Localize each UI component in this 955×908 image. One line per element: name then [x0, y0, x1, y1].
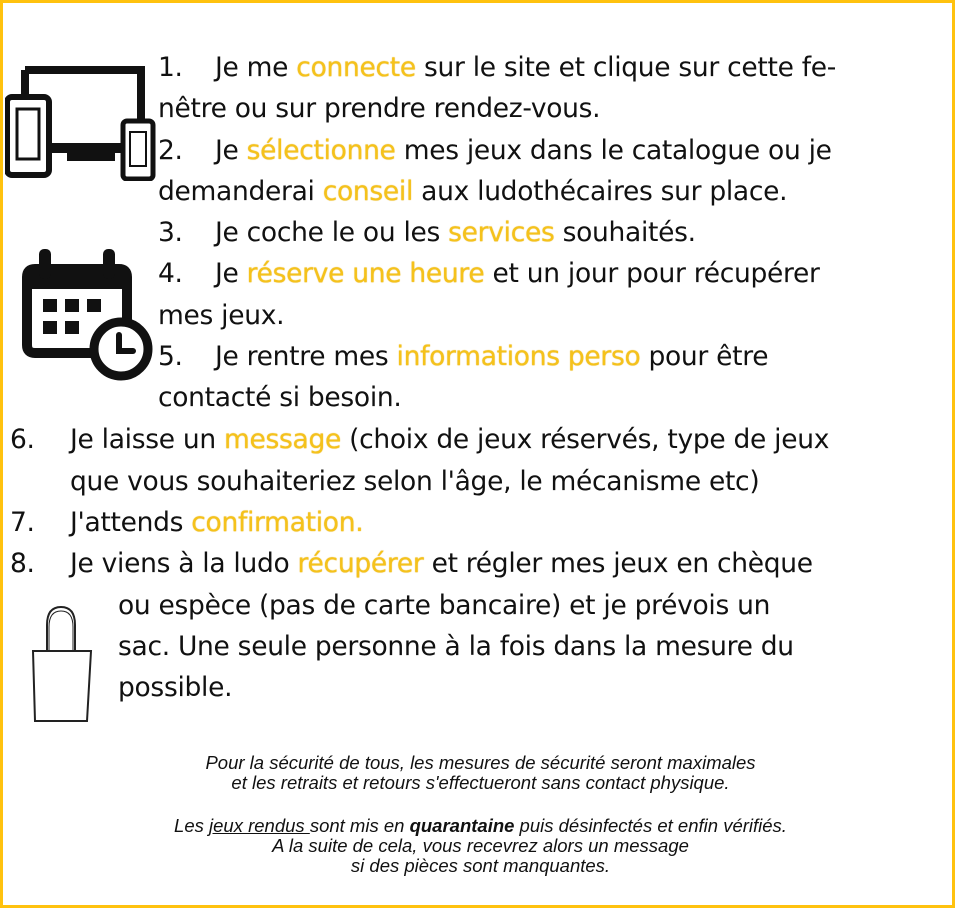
step-number: 5. [158, 341, 183, 372]
safety-note-line2: et les retraits et retours s'effectueront sans contact physique. [231, 772, 730, 793]
step-text: Je [215, 258, 247, 289]
highlight-keyword: informations perso [396, 341, 641, 372]
step-text: nêtre ou sur prendre rendez-vous. [158, 93, 601, 124]
step-8-line [118, 671, 232, 705]
step-text: sac. Une seule personne à la fois dans la mesure du [118, 631, 794, 662]
step-text: (choix de jeux réservés, type de jeux [340, 424, 830, 455]
step-2-line [215, 134, 832, 168]
highlight-keyword: récupérer [297, 548, 424, 579]
step-text: et un jour pour récupérer [484, 258, 820, 289]
devices-icon [5, 59, 161, 181]
calendar-clock-icon [21, 243, 153, 388]
step-text: Je viens à la ludo [70, 548, 298, 579]
step-number: 2. [158, 135, 183, 166]
highlight-keyword: services [448, 217, 555, 248]
returned-games-text: jeux rendus [209, 815, 310, 836]
highlight-keyword: sélectionne [246, 135, 396, 166]
quarantine-mid: sont mis en [309, 815, 410, 836]
step-text: Je coche le ou les [215, 217, 449, 248]
quarantine-suffix: puis désinfectés et enfin vérifiés. [514, 815, 787, 836]
safety-note-line1: Pour la sécurité de tous, les mesures de sécurité seront maximales [205, 752, 756, 773]
message-note-line2: si des pièces sont manquantes. [350, 855, 611, 876]
tote-bag-icon [25, 603, 105, 728]
step-7-line [70, 506, 363, 540]
step-text: Je [215, 135, 247, 166]
quarantine-word: quarantaine [409, 815, 515, 836]
step-text: Je rentre mes [215, 341, 397, 372]
step-text: Je me [215, 52, 297, 83]
highlight-keyword: conseil [322, 176, 414, 207]
step-text: demanderai [158, 176, 323, 207]
message-note-line1: A la suite de cela, vous recevrez alors un message [272, 835, 689, 856]
step-3-line [215, 216, 696, 250]
step-text: contacté si besoin. [158, 382, 402, 413]
step-2-line [158, 175, 787, 209]
highlight-keyword: message [223, 424, 341, 455]
step-5-line [158, 381, 402, 415]
step-text: mes jeux dans le catalogue ou je [395, 135, 832, 166]
step-1-line [215, 51, 836, 85]
step-6-line [70, 465, 759, 499]
step-6-line [70, 423, 829, 457]
step-text: ou espèce (pas de carte bancaire) et je prévois un [118, 590, 771, 621]
step-number: 8. [10, 548, 35, 579]
step-number: 4. [158, 258, 183, 289]
highlight-keyword: réserve une heure [246, 258, 485, 289]
step-number: 7. [10, 507, 35, 538]
step-8-line [118, 630, 794, 664]
step-number: 3. [158, 217, 183, 248]
step-text: souhaités. [554, 217, 696, 248]
step-text: possible. [118, 672, 233, 703]
step-text: aux ludothécaires sur place. [413, 176, 788, 207]
highlight-keyword: connecte [296, 52, 416, 83]
step-text: J'attends [70, 507, 192, 538]
highlight-keyword: confirmation. [191, 507, 364, 538]
quarantine-prefix: Les [174, 815, 210, 836]
step-number: 6. [10, 424, 35, 455]
step-text: sur le site et clique sur cette fe- [415, 52, 837, 83]
step-text: mes jeux. [158, 300, 285, 331]
step-text: Je laisse un [70, 424, 224, 455]
step-text: que vous souhaiteriez selon l'âge, le mécanisme etc) [70, 466, 760, 497]
step-number: 1. [158, 52, 183, 83]
step-8-line [118, 589, 770, 623]
step-text: et régler mes jeux en chèque [423, 548, 813, 579]
step-4-line [158, 299, 284, 333]
quarantine-note [3, 816, 955, 836]
step-5-line [215, 340, 768, 374]
step-text: pour être [640, 341, 769, 372]
step-8-line [70, 547, 813, 581]
step-1-line [158, 92, 600, 126]
step-4-line [215, 257, 820, 291]
